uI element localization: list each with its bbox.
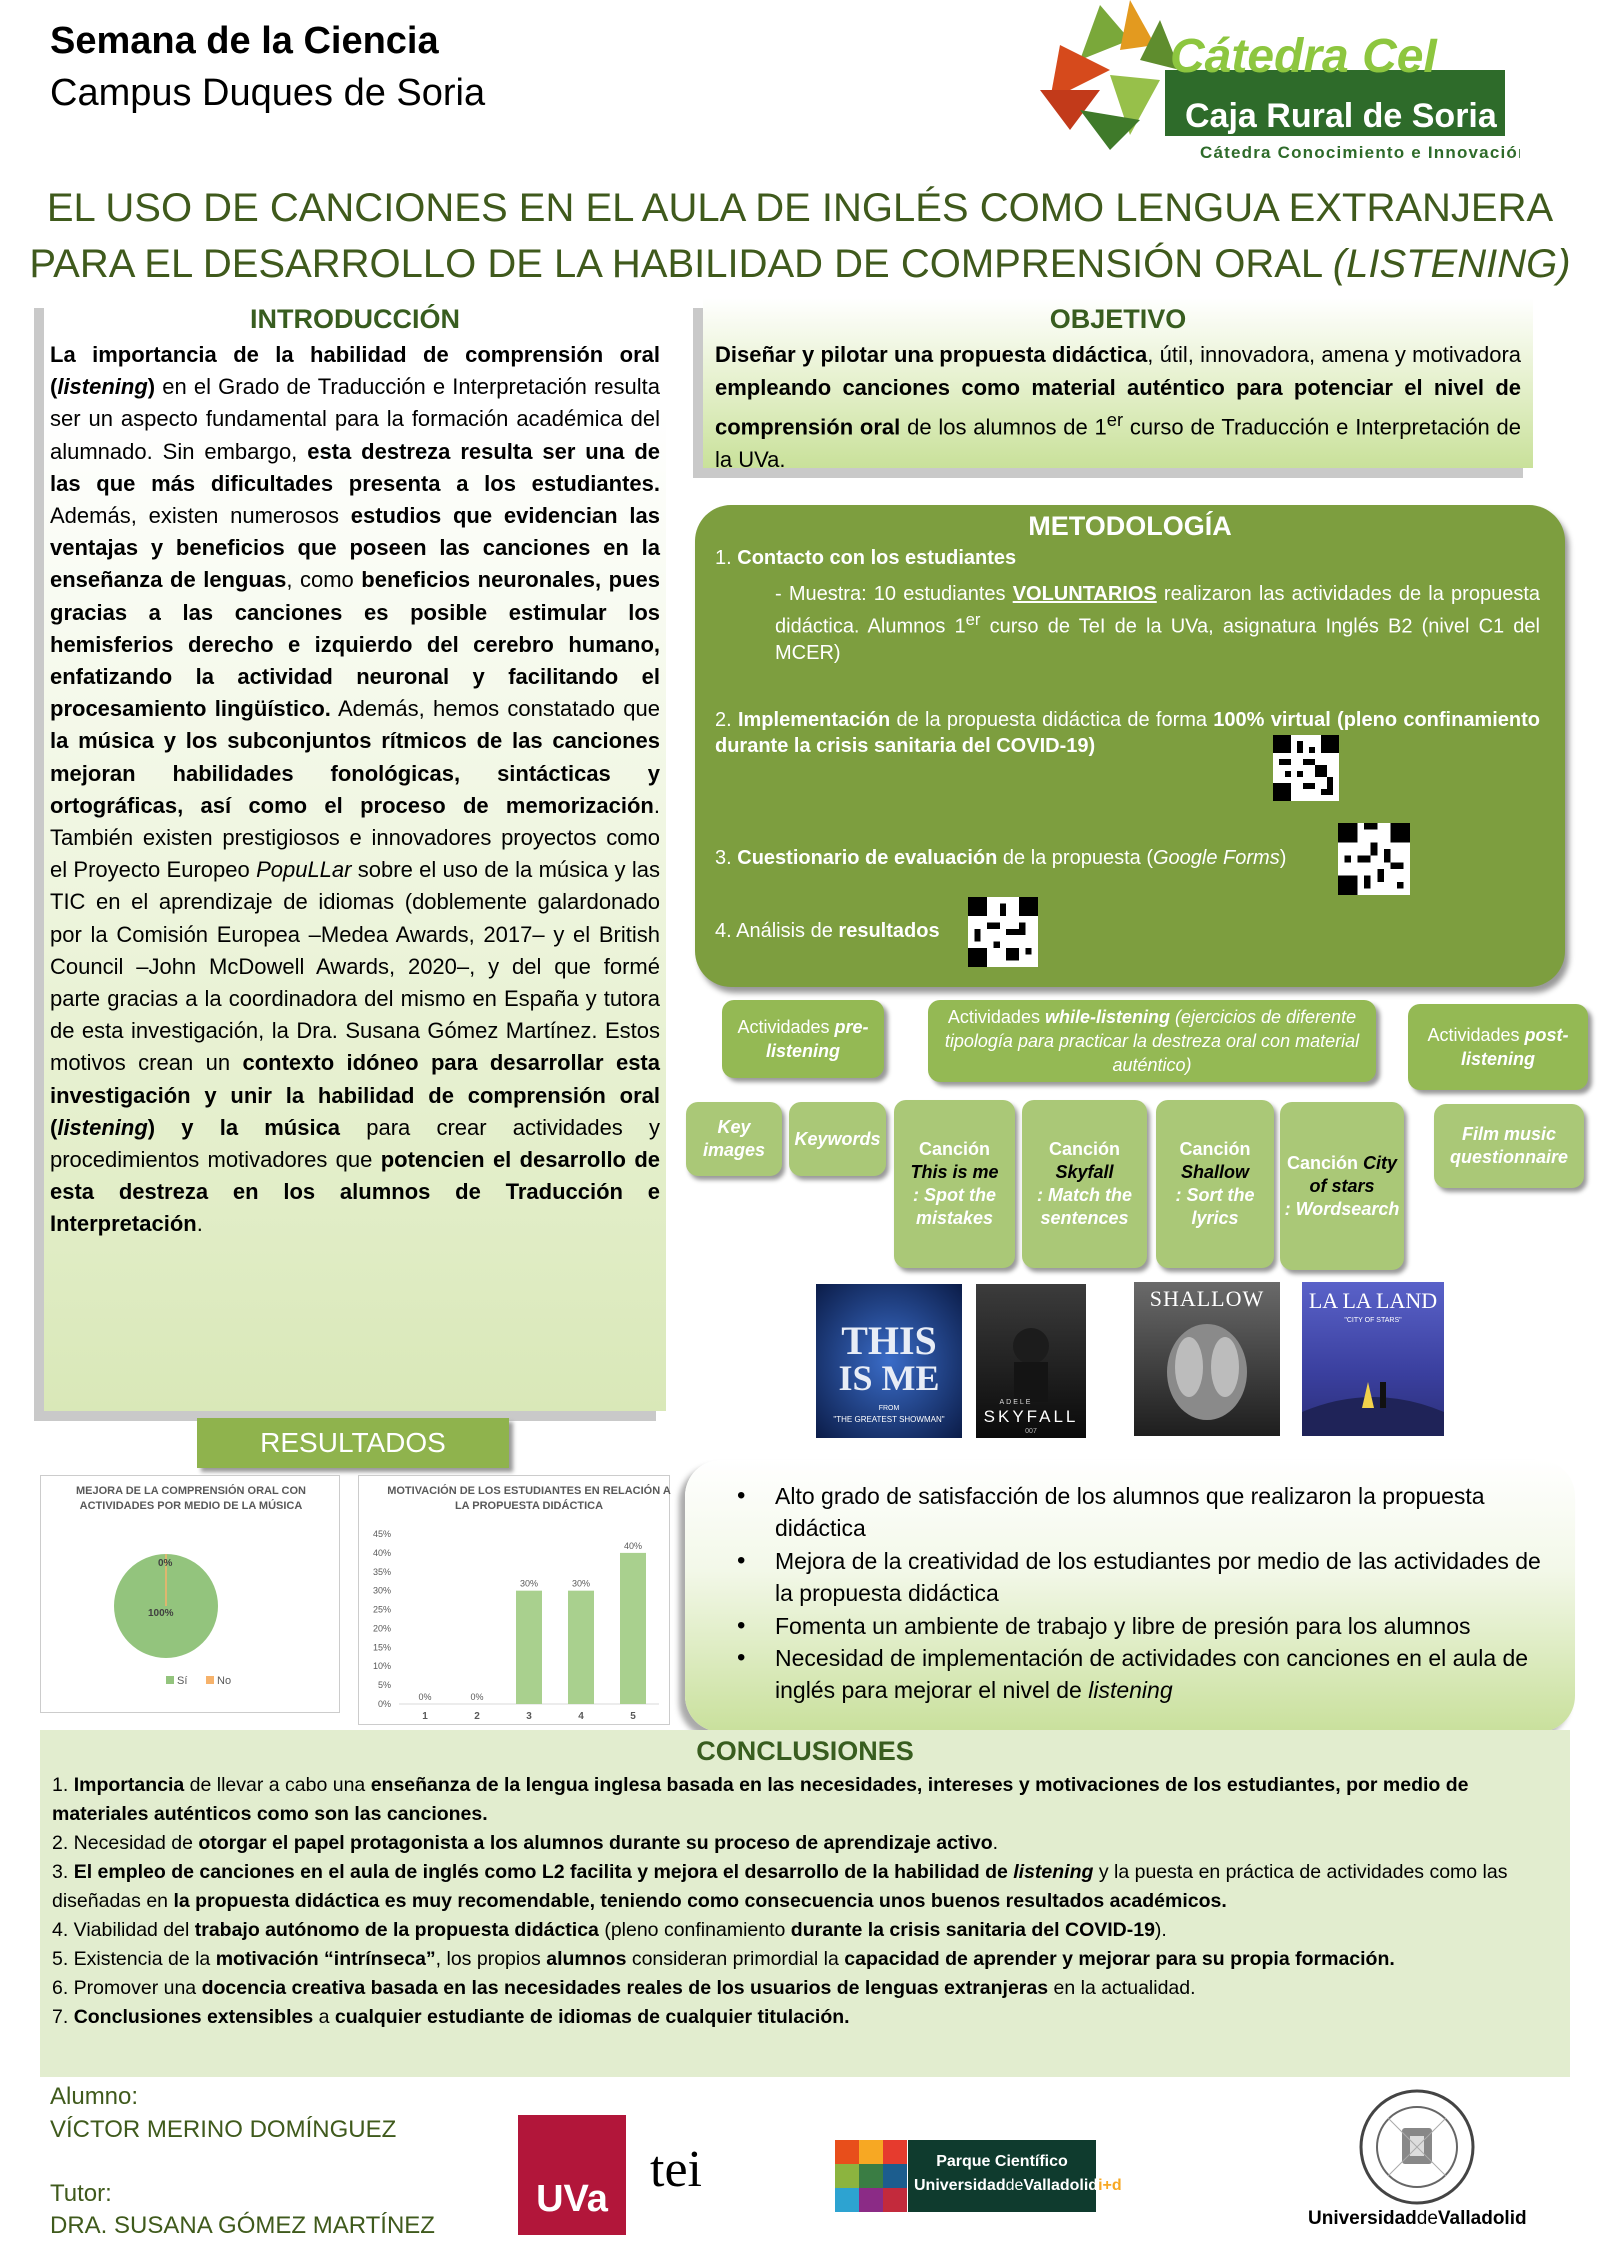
c-t: . — [992, 1832, 999, 1854]
univ-t: Universidad — [1308, 2208, 1417, 2229]
act-t: post-listening — [1460, 1025, 1569, 1069]
objetivo-section — [703, 298, 1533, 472]
uva-logo-text: UVa — [536, 2178, 608, 2220]
c-t: consideran primordial la — [626, 1948, 845, 1970]
qr-code-icon[interactable] — [968, 897, 1038, 967]
list-item: • Fomenta un ambiente de trabajo y libre de presión para los alumnos — [725, 1610, 1551, 1642]
met-step-1 — [715, 545, 1016, 571]
met-t: 100% virtual — [1213, 709, 1331, 731]
c-t: ). — [1154, 1919, 1167, 1941]
parque-cientifico-logo — [908, 2140, 1122, 2212]
c-t: 1. — [52, 1774, 74, 1796]
c-t: 7. — [52, 2006, 74, 2028]
intro-body — [50, 339, 660, 1241]
intro-t: esta destreza resulta ser una de las que más dificultades presenta a los estudiantes. — [50, 438, 660, 496]
act-t: Actividades — [737, 1017, 835, 1037]
catedra-logo — [1040, 0, 1520, 165]
intro-t: Además, hemos constatado que — [330, 696, 660, 722]
obj-t: er — [1106, 409, 1124, 430]
met-t: Google Forms — [1152, 847, 1280, 869]
bullet-t: listening — [1088, 1677, 1173, 1704]
met-step-3 — [715, 845, 1286, 871]
intro-t: Además, existen numerosos — [50, 503, 351, 529]
sub-t: : Wordsearch — [1284, 1198, 1400, 1219]
bar — [620, 1553, 646, 1704]
met-t: 2. — [715, 709, 738, 731]
x-tick-label: 1 — [422, 1711, 428, 1722]
song-this-is-me-box — [894, 1100, 1015, 1268]
intro-t: para crear actividades y procedimientos motivadores que — [50, 1114, 660, 1173]
univ-t: de — [1416, 2208, 1438, 2229]
cover-text: "CITY OF STARS" — [1344, 1317, 1402, 1324]
resultados-heading: RESULTADOS — [197, 1418, 509, 1468]
sub-t: Canción — [918, 1139, 990, 1159]
poster-title — [20, 180, 1580, 292]
met-t: 1. — [715, 547, 738, 569]
intro-t: . — [196, 1211, 203, 1237]
c-t: 5. Existencia de la — [52, 1948, 216, 1970]
uva-logo — [518, 2115, 626, 2235]
data-label: 40% — [623, 1540, 643, 1551]
data-label: 0% — [158, 1558, 173, 1569]
parque-line-1: Parque Científico — [936, 2153, 1068, 2170]
met-step-1-detail — [775, 581, 1540, 666]
intro-t: listening — [57, 374, 148, 400]
univ-valladolid-wordmark — [1308, 2208, 1527, 2230]
sub-t: : Sort the lyrics — [1175, 1185, 1255, 1228]
intro-t: PopuLLar — [256, 857, 352, 883]
c-t: , los propios — [435, 1948, 547, 1970]
tutor-name: DRA. SUSANA GÓMEZ MARTÍNEZ — [50, 2212, 435, 2239]
chart-title: MEJORA DE LA COMPRENSIÓN ORAL CON — [76, 1485, 306, 1497]
act-t: (ejercicios de diferente tipología para practicar la destreza oral con material auténtico) — [944, 1007, 1360, 1075]
obj-t: de los alumnos de 1 — [900, 414, 1107, 440]
y-tick-label: 40% — [372, 1547, 391, 1558]
c-t: la propuesta didáctica es muy recomendable, teniendo como consecuencia unos buenos resultados académicos. — [173, 1890, 1227, 1912]
parque-logo-mark — [835, 2140, 907, 2212]
bar-chart-motivacion — [358, 1475, 670, 1725]
y-tick-label: 15% — [372, 1642, 391, 1653]
c-t: a — [313, 2006, 335, 2028]
parque-t: Universidad — [914, 2177, 1006, 2194]
event-title: Semana de la Ciencia — [50, 20, 439, 62]
c-t: capacidad de aprender y mejorar para su propia formación. — [844, 1948, 1395, 1970]
pie-chart-svg — [41, 1476, 341, 1714]
intro-t: en el Grado de Traducción e Interpretación resulta ser un aspecto fundamental para la formación académica del alumnado. Sin embargo, — [50, 374, 660, 464]
bar — [516, 1591, 542, 1704]
c-t: y la puesta en práctica de actividades como las diseñadas en — [52, 1861, 1508, 1912]
legend-label: Sí — [177, 1675, 188, 1687]
cover-text: 007 — [1025, 1428, 1037, 1435]
obj-t: , útil, innovadora, amena y motivadora — [1147, 342, 1522, 367]
bar — [568, 1591, 594, 1704]
qr-code-icon[interactable] — [1273, 735, 1339, 801]
y-tick-label: 5% — [377, 1680, 391, 1691]
intro-t: , como — [286, 567, 362, 593]
data-label: 100% — [148, 1608, 174, 1619]
x-tick-label: 5 — [630, 1711, 636, 1722]
results-bullets — [685, 1460, 1575, 1732]
met-t: (pleno confinamiento durante la crisis sanitaria del COVID-19) — [715, 709, 1540, 757]
parque-t: de — [1005, 2177, 1024, 2194]
parque-t: Valladolid — [1023, 2177, 1099, 2194]
obj-t: Diseñar y pilotar una propuesta didáctica — [715, 342, 1148, 367]
title-line-2 — [20, 236, 1580, 292]
tutor-label: Tutor: — [50, 2180, 112, 2207]
shallow-cover — [1134, 1282, 1280, 1436]
catedra-logo-tagline: Cátedra Conocimiento e Innovación — [1200, 143, 1520, 162]
met-t: ) — [1279, 847, 1287, 869]
met-t: Cuestionario de evaluación — [737, 847, 998, 869]
x-tick-label: 3 — [526, 1711, 532, 1722]
intro-t: beneficios neuronales, pues gracias a las canciones es posible estimular los hemisferios derecho e izquierdo del cerebro humano, enfatizando la actividad neuronal y facilitando el procesamiento lingüístico. — [50, 567, 660, 722]
obj-t: empleando canciones como material auténtico para potenciar el nivel de comprensión oral — [715, 374, 1521, 440]
sub-t: Keywords — [794, 1128, 881, 1149]
data-label: 30% — [519, 1578, 539, 1589]
la-la-land-cover — [1302, 1282, 1444, 1436]
sub-t: This is me — [910, 1162, 999, 1182]
tei-logo-text: tei — [650, 2141, 702, 2198]
cover-text: "THE GREATEST SHOWMAN" — [833, 1415, 945, 1424]
conclusiones-body — [52, 1771, 1558, 2032]
met-t: Contacto con los estudiantes — [737, 547, 1017, 569]
sub-t: Canción — [1286, 1152, 1363, 1173]
y-tick-label: 25% — [372, 1604, 391, 1615]
campus-subtitle: Campus Duques de Soria — [50, 72, 486, 114]
this-is-me-cover — [816, 1284, 962, 1438]
sub-t: Skyfall — [1055, 1162, 1114, 1182]
met-step-4 — [715, 918, 940, 944]
c-t: docencia creativa basada en las necesidades reales de los usuarios de lenguas extranjeras — [201, 1977, 1049, 1999]
objetivo-heading: OBJETIVO — [1049, 304, 1187, 334]
bar-chart-svg — [359, 1476, 671, 1726]
intro-heading: INTRODUCCIÓN — [250, 304, 460, 334]
chart-title: ACTIVIDADES POR MEDIO DE LA MÚSICA — [79, 1500, 303, 1512]
title-line-2-text: PARA EL DESARROLLO DE LA HABILIDAD DE COMPRENSIÓN ORAL — [29, 242, 1333, 286]
key-images-box — [686, 1102, 782, 1176]
c-t: 2. Necesidad de — [52, 1832, 199, 1854]
met-t: curso de TeI de la UVa, asignatura Inglés B2 (nivel C1 del MCER) — [775, 615, 1540, 664]
c-t: durante la crisis sanitaria del COVID-19 — [790, 1919, 1155, 1941]
met-t: de la propuesta ( — [997, 847, 1153, 869]
conclusion-item — [52, 1858, 1558, 1916]
c-t: de llevar a cabo una — [184, 1774, 371, 1796]
act-t: while-listening — [1044, 1007, 1170, 1027]
data-label: 0% — [418, 1692, 432, 1702]
intro-t: sobre el uso de la música y las TIC en el aprendizaje de idiomas (doblemente galardonado por la Comisión Europea –Medea Awards, 2017– y el British Council –John McDowell Awards, 2020–, y del que formé parte gracias a la coordinadora del mismo en España y tutora de esta investigación, la Dra. Susana Gómez Martínez. Estos motivos crean un — [50, 857, 660, 1076]
c-t: 4. Viabilidad del — [52, 1919, 195, 1941]
obj-t: curso de Traducción e Interpretación de la UVa. — [715, 414, 1521, 472]
metodologia-heading: METODOLOGÍA — [1028, 511, 1232, 541]
keywords-box — [789, 1102, 886, 1176]
song-city-of-stars-box — [1280, 1102, 1404, 1270]
sub-t: Shallow — [1180, 1162, 1249, 1182]
alumno-label: Alumno: — [50, 2083, 139, 2110]
intro-t: La importancia de la habilidad de comprensión oral ( — [50, 342, 660, 400]
c-t: El empleo de canciones en el aula de inglés como L2 facilita y mejora el desarrollo de la habilidad de — [73, 1861, 1014, 1883]
y-tick-label: 10% — [372, 1661, 391, 1672]
legend-label: No — [217, 1675, 232, 1687]
metodologia-section — [695, 505, 1565, 987]
cover-text: ADELE — [999, 1399, 1033, 1406]
catedra-logo-sub: Caja Rural de Soria — [1185, 97, 1497, 135]
c-t: cualquier estudiante de idiomas de cualquier titulación. — [334, 2006, 850, 2028]
cover-text: FROM — [878, 1405, 900, 1412]
c-t: enseñanza de la lengua inglesa basada en las necesidades, intereses y motivaciones de los estudiantes, por medio de materiales auténticos como son las canciones. — [52, 1774, 1469, 1825]
parque-line-2 — [914, 2174, 1122, 2198]
sub-t: City of stars — [1309, 1152, 1398, 1196]
alumno-name: VÍCTOR MERINO DOMÍNGUEZ — [50, 2116, 397, 2143]
conclusiones-section — [40, 1730, 1570, 2077]
met-t: - Muestra: 10 estudiantes — [775, 583, 1013, 605]
skyfall-cover — [976, 1284, 1086, 1438]
sub-t: Canción — [1179, 1139, 1251, 1159]
sub-t: Film music questionnaire — [1449, 1124, 1569, 1167]
conclusion-item — [52, 1829, 1558, 1858]
met-t: realizaron las actividades de la propuesta didáctica. Alumnos 1 — [775, 583, 1540, 638]
intro-t: . También existen prestigiosos e innovadores proyectos como el Proyecto Europeo — [50, 792, 660, 883]
intro-t: contexto idóneo para desarrollar esta investigación y unir la habilidad de comprensión oral ( — [50, 1050, 660, 1140]
cover-text: SHALLOW — [1149, 1286, 1265, 1311]
song-skyfall-box — [1022, 1100, 1147, 1268]
intro-section — [44, 298, 666, 1411]
cover-text: THIS — [841, 1318, 937, 1363]
y-tick-label: 20% — [372, 1623, 391, 1634]
sub-t: Key images — [702, 1117, 766, 1160]
met-t: de la propuesta didáctica de forma — [890, 709, 1214, 731]
intro-t: estudios que evidencian las ventajas y beneficios que poseen las canciones en la enseñanza de lenguas — [50, 503, 660, 593]
c-t: trabajo autónomo de la propuesta didáctica — [194, 1919, 599, 1941]
y-tick-label: 0% — [377, 1699, 391, 1709]
legend-swatch — [166, 1676, 174, 1684]
y-tick-label: 30% — [372, 1585, 391, 1596]
intro-t: la música y los subconjuntos rítmicos de las canciones mejoran habilidades fonológicas, sintácticas y ortográficas, así como el proceso de memorización — [50, 728, 660, 818]
c-t: listening — [1013, 1861, 1094, 1883]
c-t: Importancia — [73, 1774, 185, 1796]
intro-t: potencien el desarrollo de esta destreza en los alumnos de Traducción e Interpretación — [50, 1147, 660, 1237]
data-label: 30% — [571, 1578, 591, 1589]
chart-title: MOTIVACIÓN DE LOS ESTUDIANTES EN RELACIÓN A — [387, 1485, 671, 1497]
c-t: en la actualidad. — [1048, 1977, 1196, 1999]
y-tick-label: 45% — [372, 1529, 391, 1539]
met-t: VOLUNTARIOS — [1012, 583, 1157, 605]
title-line-2-italic: (LISTENING) — [1332, 242, 1571, 286]
data-label: 0% — [470, 1692, 484, 1702]
sub-t: Canción — [1048, 1139, 1120, 1159]
title-line-1: EL USO DE CANCIONES EN EL AULA DE INGLÉS COMO LENGUA EXTRANJERA — [46, 186, 1554, 230]
tei-logo — [650, 2140, 702, 2199]
intro-t: ) y la música — [147, 1114, 341, 1140]
act-t: Actividades — [947, 1007, 1045, 1027]
met-t: Implementación — [737, 709, 891, 731]
univ-t: Valladolid — [1437, 2208, 1527, 2229]
legend-swatch — [206, 1676, 214, 1684]
song-shallow-box — [1156, 1100, 1274, 1268]
parque-t: i+d — [1098, 2177, 1122, 2194]
c-t: 3. — [52, 1861, 74, 1883]
list-item: • Alto grado de satisfacción de los alumnos que realizaron la propuesta didáctica — [725, 1480, 1551, 1545]
cover-text: IS ME — [838, 1358, 940, 1398]
university-seal-icon — [1358, 2088, 1476, 2206]
cover-text: SKYFALL — [983, 1407, 1079, 1426]
y-tick-label: 35% — [372, 1566, 391, 1577]
conclusion-item — [52, 1945, 1558, 1974]
met-t: er — [965, 610, 981, 629]
c-t: otorgar el papel protagonista a los alumnos durante su proceso de aprendizaje activo — [198, 1832, 993, 1854]
x-tick-label: 4 — [578, 1711, 584, 1722]
list-item: • Mejora de la creatividad de los estudiantes por medio de las actividades de la propuesta didáctica — [725, 1545, 1551, 1610]
cover-text: LA LA LAND — [1308, 1288, 1438, 1313]
conclusion-item — [52, 1974, 1558, 2003]
act-t: pre-listening — [765, 1017, 869, 1061]
sub-t: : Match the sentences — [1036, 1185, 1132, 1228]
c-t: motivación “intrínseca” — [215, 1948, 436, 1970]
x-tick-label: 2 — [474, 1711, 480, 1722]
act-t: Actividades — [1427, 1025, 1525, 1045]
conclusion-item — [52, 1916, 1558, 1945]
intro-t: ) — [147, 374, 156, 400]
met-t: 3. — [715, 847, 738, 869]
conclusiones-heading: CONCLUSIONES — [696, 1736, 914, 1766]
intro-t: listening — [57, 1114, 148, 1140]
film-music-box — [1434, 1104, 1584, 1188]
catedra-logo-name: Cátedra CeI — [1170, 30, 1437, 83]
objetivo-body — [715, 339, 1521, 476]
bullet-t: Necesidad de implementación de actividades con canciones en el aula de inglés para mejorar el nivel de — [775, 1645, 1529, 1704]
met-t: resultados — [838, 920, 940, 942]
pre-listening-box — [722, 1000, 884, 1078]
met-step-2 — [715, 707, 1540, 759]
sub-t: : Spot the mistakes — [913, 1185, 996, 1228]
conclusion-item — [52, 2003, 1558, 2032]
conclusion-item — [52, 1771, 1558, 1829]
c-t: (pleno confinamiento — [598, 1919, 791, 1941]
c-t: Conclusiones extensibles — [73, 2006, 314, 2028]
qr-code-icon[interactable] — [1338, 823, 1410, 895]
list-item — [725, 1642, 1551, 1707]
chart-title: LA PROPUESTA DIDÁCTICA — [454, 1500, 604, 1512]
c-t: 6. Promover una — [52, 1977, 202, 1999]
post-listening-box — [1408, 1004, 1588, 1090]
c-t: alumnos — [546, 1948, 627, 1970]
pie-chart-comprension — [40, 1475, 340, 1713]
met-t: 4. Análisis de — [715, 920, 839, 942]
while-listening-box — [928, 1000, 1376, 1082]
